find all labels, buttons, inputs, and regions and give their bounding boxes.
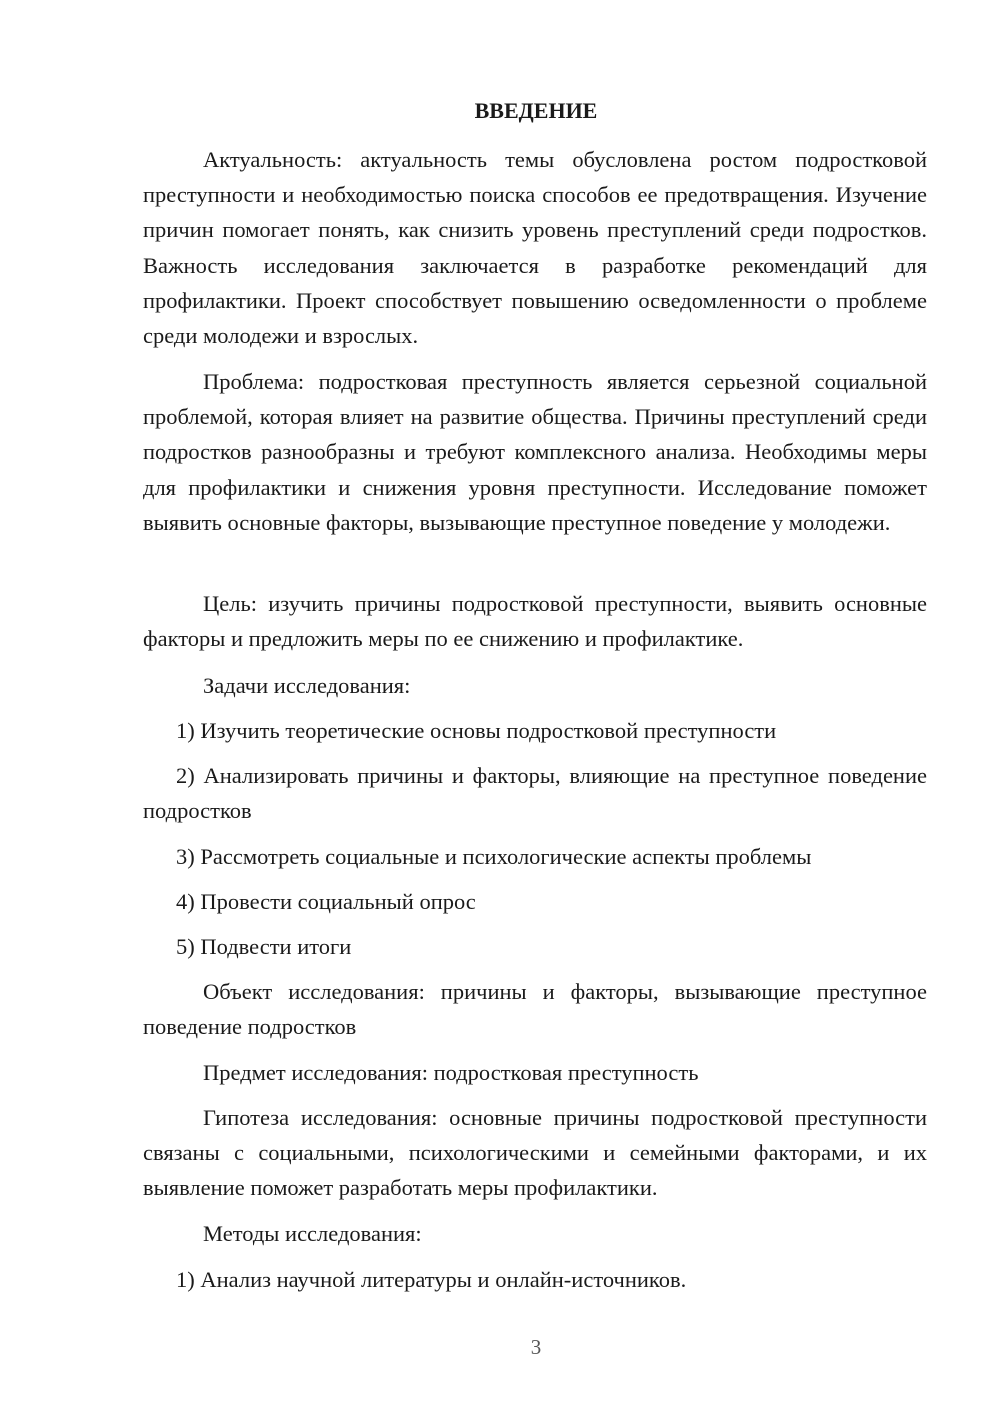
subject-paragraph: Предмет исследования: подростковая преступность xyxy=(203,1060,699,1085)
page-number: 3 xyxy=(530,1335,542,1359)
task-item-5: 5) Подвести итоги xyxy=(176,934,352,959)
section-heading: ВВЕДЕНИЕ xyxy=(474,98,598,123)
object-paragraph: Объект исследования: причины и факторы, вызывающие преступное поведение подростков xyxy=(143,979,927,1040)
method-item-1: 1) Анализ научной литературы и онлайн-источников. xyxy=(176,1267,687,1292)
task-item-2: 2) Анализировать причины и факторы, влияющие на преступное поведение подростков xyxy=(143,763,927,824)
task-item-3: 3) Рассмотреть социальные и психологические аспекты проблемы xyxy=(176,844,812,869)
methods-heading: Методы исследования: xyxy=(203,1221,422,1246)
tasks-heading: Задачи исследования: xyxy=(203,673,411,698)
hypothesis-paragraph: Гипотеза исследования: основные причины подростковой преступности связаны с социальными, психологическими и семейными факторами, и их выявление поможет разработать меры профилактики. xyxy=(143,1105,927,1201)
goal-paragraph: Цель: изучить причины подростковой преступности, выявить основные факторы и предложить меры по ее снижению и профилактике. xyxy=(143,591,927,652)
task-item-1: 1) Изучить теоретические основы подростковой преступности xyxy=(176,718,777,743)
problem-paragraph: Проблема: подростковая преступность является серьезной социальной проблемой, которая влияет на развитие общества. Причины преступлений среди подростков разнообразны и требуют комплексного анализа. Необходимы меры для профилактики и снижения уровня преступности. Исследование поможет выявить основные факторы, вызывающие преступное поведение у молодежи. xyxy=(143,369,927,535)
relevance-paragraph: Актуальность: актуальность темы обусловлена ростом подростковой преступности и необходимостью поиска способов ее предотвращения. Изучение причин помогает понять, как снизить уровень преступлений среди подростков. Важность исследования заключается в разработке рекомендаций для профилактики. Проект способствует повышению осведомленности о проблеме среди молодежи и взрослых. xyxy=(143,147,927,349)
task-item-4: 4) Провести социальный опрос xyxy=(176,889,476,914)
